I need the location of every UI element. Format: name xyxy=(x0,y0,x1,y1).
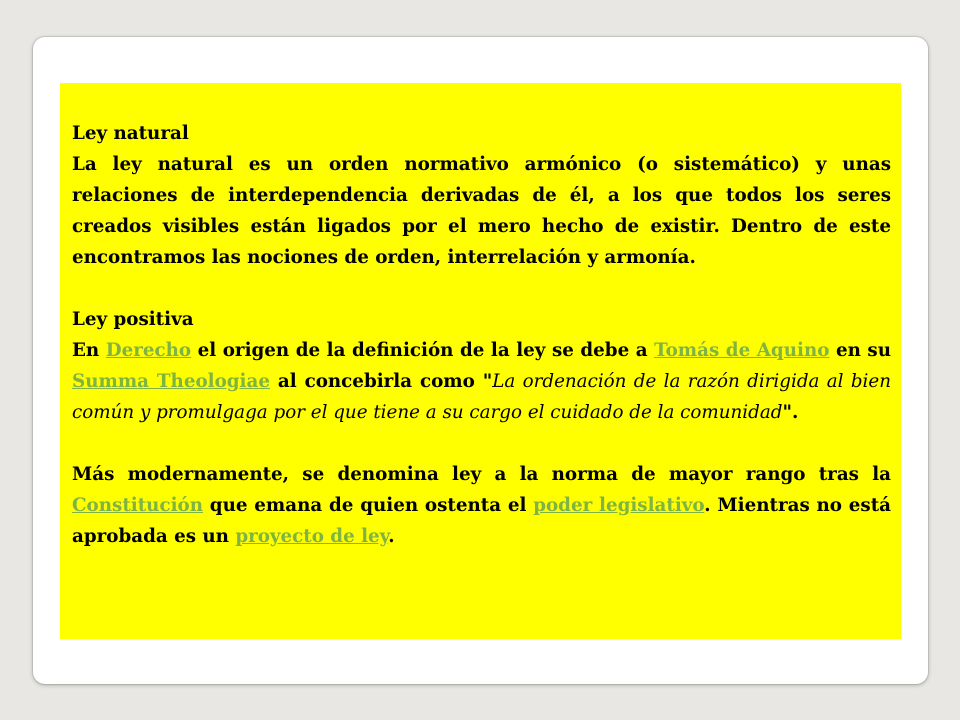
text-run: el origen de la definición de la ley se debe a xyxy=(191,340,655,361)
text-run: . xyxy=(388,526,395,547)
link-proyecto-de-ley[interactable]: proyecto de ley xyxy=(235,526,389,547)
text-run: En xyxy=(72,340,106,361)
paragraph-modernamente xyxy=(72,459,891,552)
definition-quote: La ordenación de la razón dirigida al bien común y promulgaga por el que tiene a su cargo el cuidado de la comunidad xyxy=(72,371,891,423)
link-poder-legislativo[interactable]: poder legislativo xyxy=(533,495,705,516)
text-run: al concebirla como " xyxy=(269,371,493,392)
heading-ley-natural: Ley natural xyxy=(72,123,189,144)
text-run: que emana de quien ostenta el xyxy=(203,495,534,516)
spacer xyxy=(72,428,891,459)
heading-ley-positiva: Ley positiva xyxy=(72,309,194,330)
link-tomas-de-aquino[interactable]: Tomás de Aquino xyxy=(654,340,830,361)
spacer xyxy=(72,273,891,304)
paragraph-ley-natural: La ley natural es un orden normativo armónico (o sistemático) y unas relaciones de interdependencia derivadas de él, a los que todos los seres creados visibles están ligados por el mero hecho de existir. Dentro de este encontramos las nociones de orden, interrelación y armonía. xyxy=(72,154,891,268)
link-summa-theologiae[interactable]: Summa Theologiae xyxy=(72,371,270,392)
text-run: Más modernamente, se denomina ley a la norma de mayor rango tras la xyxy=(72,464,891,485)
link-constitucion[interactable]: Constitución xyxy=(72,495,204,516)
text-run: . Mientras no está aprobada es un xyxy=(72,495,891,547)
text-run: ". xyxy=(782,402,799,423)
link-derecho[interactable]: Derecho xyxy=(105,340,192,361)
content-box xyxy=(60,83,901,639)
text-run: en su xyxy=(829,340,891,361)
paragraph-ley-positiva xyxy=(72,335,891,428)
